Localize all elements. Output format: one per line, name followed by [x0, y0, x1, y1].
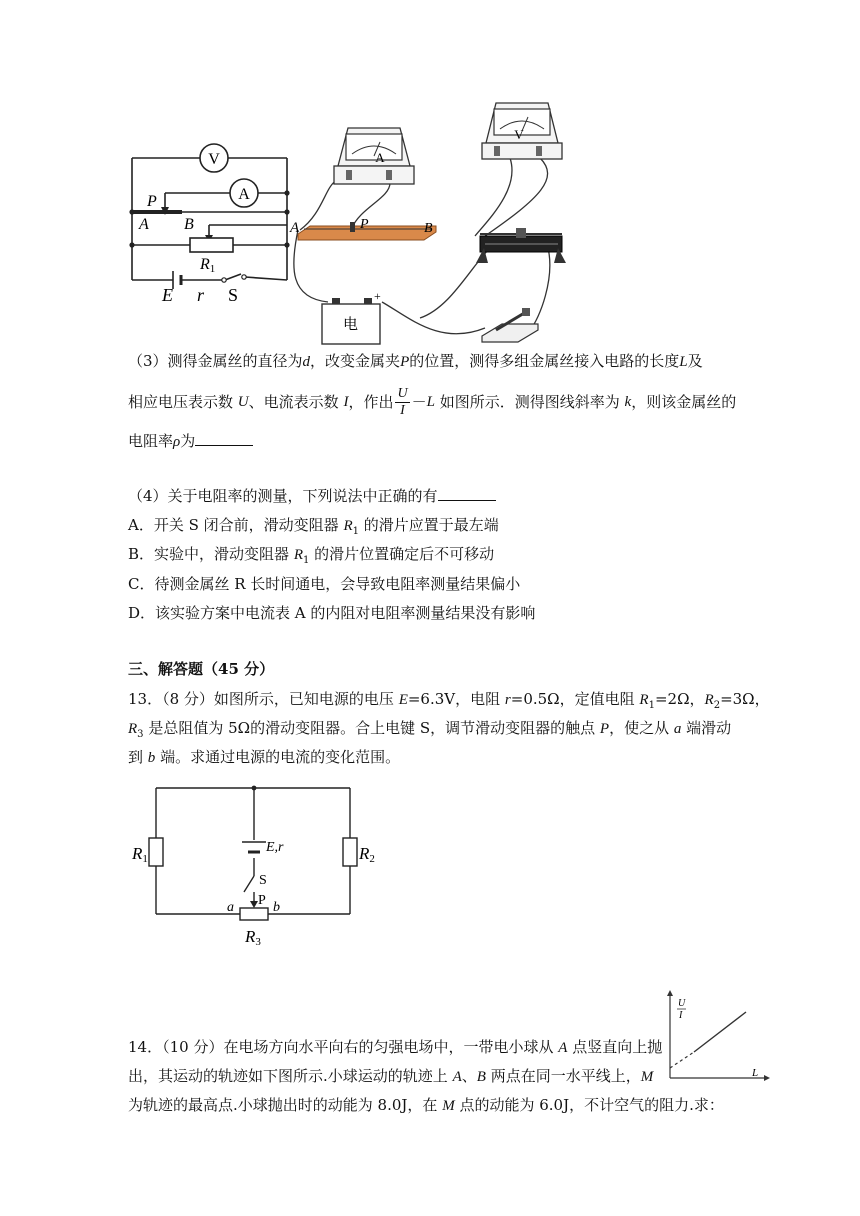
q13-line1: 13．（8 分）如图所示，已知电源的电压 E=6.3V，电阻 r=0.5Ω，定值电阻 $R_1=2\Omega$，$R_2=3\Omega$，	[128, 690, 770, 711]
apparatus-figure	[290, 98, 590, 346]
label-e: E	[162, 285, 173, 305]
r2-label: R2	[359, 844, 375, 865]
r1-label: R1	[132, 844, 148, 865]
q12-option-a: A．开关 S 闭合前，滑动变阻器 $R_1$ 的滑片应置于最左端	[128, 516, 499, 537]
svg-text:A: A	[375, 150, 385, 165]
q13-circuit-figure	[128, 780, 375, 948]
svg-text:P: P	[360, 217, 369, 232]
svg-text:V: V	[514, 127, 524, 142]
r3-label: R3	[245, 927, 261, 948]
q12-part3-line3: 电阻率ρ为	[128, 431, 253, 452]
q14-line3: 为轨迹的最高点.小球抛出时的动能为 8.0J，在 M 点的动能为 6.0J，不计空气的阻力.求：	[128, 1096, 724, 1114]
graph-y-label-num: U	[678, 998, 686, 1009]
battery-device	[322, 289, 381, 344]
label-r1: R1	[200, 256, 216, 275]
voltmeter-symbol-label: V	[208, 151, 220, 168]
ammeter-device	[334, 128, 414, 184]
voltmeter-device	[482, 103, 562, 159]
label-a: A	[139, 216, 149, 233]
ammeter-symbol-label: A	[238, 186, 250, 203]
q13-line3: 到 b 端。求通过电源的电流的变化范围。	[128, 748, 401, 766]
svg-text:A: A	[290, 220, 300, 236]
circuit-schematic-figure	[125, 145, 295, 305]
u-over-i-fraction: $\frac{U}{I}$	[397, 385, 408, 418]
q12-option-d: D．该实验方案中电流表 A 的内阻对电阻率测量结果没有影响	[128, 604, 536, 622]
q12-part3-line2: 相应电压表示数 U 、电流表示数 I ，作出 $\frac{U}{I}$ － L 如图所示．测得图线斜率为 k ，则该金属丝的	[128, 385, 737, 418]
q12-option-c: C．待测金属丝 R 长时间通电，会导致电阻率测量结果偏小	[128, 575, 521, 593]
section-heading: 三、解答题（45 分）	[128, 660, 275, 678]
answer-blank	[195, 431, 253, 446]
q14-line1: 14．（10 分）在电场方向水平向右的匀强电场中，一带电小球从 A 点竖直向上抛	[128, 1038, 663, 1056]
label-b: B	[184, 216, 194, 233]
rheostat-device	[476, 228, 566, 263]
graph-x-label: L	[752, 1067, 759, 1079]
label-r: r	[197, 285, 205, 305]
svg-text:+: +	[374, 289, 381, 303]
q12-part4-stem: （4）关于电阻率的测量，下列说法中正确的有	[128, 486, 496, 506]
svg-text:B: B	[424, 221, 433, 236]
label-p: P	[147, 193, 157, 210]
q13-line2: $R_3$ 是总阻值为 5Ω的滑动变阻器。合上电键 S，调节滑动变阻器的触点 P，使之从 a 端滑动	[128, 719, 732, 740]
u-i-vs-l-graph	[660, 990, 770, 1090]
knife-switch-device	[482, 308, 538, 342]
label-s: S	[228, 285, 239, 305]
a-label: a	[227, 900, 234, 915]
answer-blank	[438, 486, 496, 501]
svg-text:电: 电	[343, 317, 359, 333]
er-label: E,r	[266, 840, 284, 855]
graph-y-label-den: I	[679, 1010, 683, 1021]
switch-label: S	[259, 873, 267, 888]
q12-part3-line1: （3）测得金属丝的直径为d，改变金属夹P的位置，测得多组金属丝接入电路的长度L及	[128, 352, 703, 370]
p-label: P	[258, 893, 266, 908]
q12-option-b: B．实验中，滑动变阻器 $R_1$ 的滑片位置确定后不可移动	[128, 545, 495, 566]
b-label: b	[273, 900, 280, 915]
q14-line2: 出，其运动的轨迹如下图所示.小球运动的轨迹上 A、B 两点在同一水平线上，M	[128, 1067, 654, 1085]
